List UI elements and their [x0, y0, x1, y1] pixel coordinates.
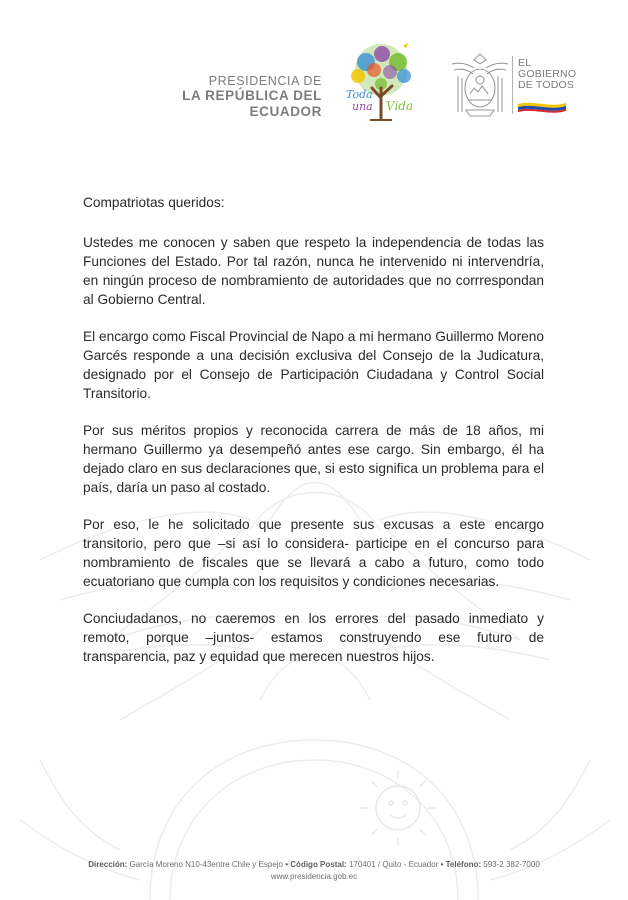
- letterhead: [0, 0, 628, 140]
- salutation: Compatriotas queridos:: [83, 195, 225, 210]
- coat-of-arms-icon: [448, 50, 512, 118]
- footer-contact-line: [0, 859, 628, 871]
- address-label: Dirección:: [88, 860, 128, 869]
- paragraph-4: Por eso, le he solicitado que presente sus excusas a este encargo transitorio, pero que –si así lo considera- participe en el concurso para nombramiento de fiscales que se llevará a cabo a futuro, como todo ecuatoriano que cumpla con los requisitos y condiciones necesarias.: [83, 517, 544, 589]
- footer: [0, 859, 628, 883]
- gov-line2: GOBIERNO: [518, 68, 577, 80]
- letter-body: [83, 193, 544, 684]
- postal-value: 170401 / Quito - Ecuador: [348, 860, 439, 869]
- presidency-line1: PRESIDENCIA DE: [208, 74, 322, 88]
- address-value: García Moreno N10-43entre Chile y Espejo: [129, 860, 283, 869]
- footer-separator: •: [285, 860, 289, 869]
- header-divider: [512, 56, 513, 114]
- slogan-word2: una: [352, 100, 373, 113]
- paragraph-1: Ustedes me conocen y saben que respeto la independencia de todas las Funciones del Estado. Por tal razón, nunca he intervenido ni intervendría, en ningún proceso de nombramiento de autoridades que no corrrespondan al Gobierno Central.: [83, 235, 544, 307]
- postal-label: Código Postal:: [290, 860, 347, 869]
- phone-value: 593-2 382-7000: [483, 860, 540, 869]
- paragraph-5: Conciudadanos, no caeremos en los errores del pasado inmediato y remoto, porque –juntos- estamos construyendo ese futuro de transparencia, paz y equidad que merecen nuestros hijos.: [83, 611, 544, 664]
- slogan-word3: Vida: [386, 99, 414, 113]
- tree-of-life-logo-icon: [340, 40, 422, 122]
- presidency-line2: LA REPÚBLICA DEL ECUADOR: [182, 88, 322, 119]
- paragraph-3: Por sus méritos propios y reconocida carrera de más de 18 años, mi hermano Guillermo ya desempeñó antes ese cargo. Sin embargo, él ha dejado claro en sus declaraciones que, si esto significa un problema para el país, daría un paso al costado.: [83, 423, 544, 495]
- slogan-word1: Toda: [346, 88, 373, 101]
- flag-ribbon-icon: [516, 100, 568, 114]
- presidency-wordmark: [112, 74, 322, 120]
- paragraph-2: El encargo como Fiscal Provincial de Napo a mi hermano Guillermo Moreno Garcés responde a una decisión exclusiva del Consejo de la Judicatura, designado por el Consejo de Participación Ciudadana y Control Social Transitorio.: [83, 329, 545, 401]
- government-wordmark: [518, 58, 576, 91]
- phone-label: Teléfono:: [445, 860, 482, 869]
- footer-separator: •: [440, 860, 444, 869]
- website-link[interactable]: www.presidencia.gob.ec: [270, 872, 358, 881]
- gov-line3: DE TODOS: [518, 79, 575, 91]
- gov-line1: EL: [518, 57, 532, 69]
- sun-watermark-icon: [360, 770, 436, 846]
